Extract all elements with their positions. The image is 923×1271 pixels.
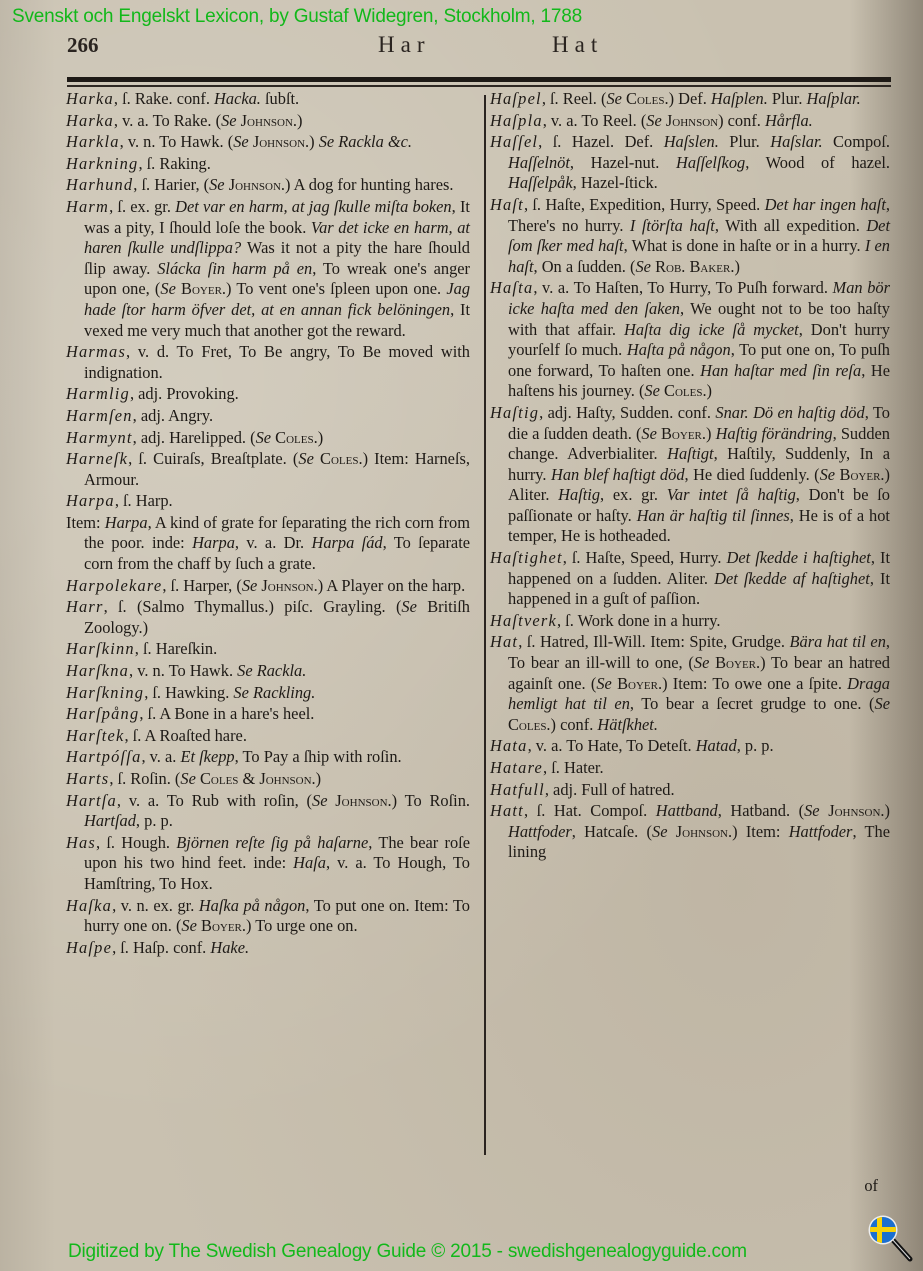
entry-text: , To bear a ſecret grudge to one. ( xyxy=(629,694,875,714)
source-reference: Johnson. xyxy=(335,790,392,810)
swedish-example: Haſplen. xyxy=(710,89,768,108)
dictionary-entry xyxy=(490,548,890,610)
entry-text: , ſ. Hough. xyxy=(96,832,177,852)
entry-headword: Harſkning xyxy=(66,682,145,702)
swedish-example: Se xyxy=(652,821,668,841)
swedish-flag-magnifier-icon xyxy=(866,1213,916,1265)
entry-text: , The bear roſe upon his two hind feet. inde: xyxy=(84,832,471,873)
swedish-example: Haſſelſkog xyxy=(676,152,746,172)
entry-headword: Hatt xyxy=(490,801,524,821)
dictionary-entry xyxy=(66,896,470,937)
dictionary-entry xyxy=(490,780,890,801)
digitization-footer: Digitized by The Swedish Genealogy Guide © 2015 - swedishgenealogyguide.com xyxy=(68,1241,747,1262)
entry-headword: Hat xyxy=(490,632,519,652)
swedish-example: Se xyxy=(312,790,328,810)
source-reference: Johnson. xyxy=(240,110,297,130)
entry-text: , ſ. Haſp. conf. xyxy=(112,937,211,957)
dictionary-entry xyxy=(66,428,470,449)
dictionary-entry xyxy=(66,197,470,341)
swedish-example: Se xyxy=(596,673,612,693)
entry-text: , ſ. Cuiraſs, Breaſtplate. ( xyxy=(128,449,299,469)
entry-text: , On a ſudden. ( xyxy=(533,256,636,276)
dictionary-entry xyxy=(66,597,470,638)
entry-text: , He died ſuddenly. ( xyxy=(684,464,820,484)
source-reference: Johnson. xyxy=(675,821,733,841)
entry-headword: Harka xyxy=(66,89,114,108)
source-reference: Johnson. xyxy=(252,132,310,152)
header-rule xyxy=(67,77,891,82)
entry-text: , adj. Harelipped. ( xyxy=(132,427,256,447)
entry-text: , ſ. Reel. ( xyxy=(541,89,607,108)
entry-text: , v. a. xyxy=(141,747,181,767)
swedish-example: Se xyxy=(644,381,660,401)
entry-text: , v. a. To Reel. ( xyxy=(542,110,647,130)
dictionary-entry xyxy=(66,747,470,768)
entry-headword: Harhund xyxy=(66,175,134,195)
source-reference: Rob. Baker. xyxy=(655,256,735,276)
entry-text: ) Item: Harneſs, Armour. xyxy=(84,449,470,489)
entry-headword: Harmlig xyxy=(66,384,130,404)
swedish-example: Se xyxy=(606,89,622,108)
dictionary-entry xyxy=(66,154,470,175)
entry-headword: Harſtek xyxy=(66,725,125,745)
swedish-example: Man bör icke haſta med den ſaken xyxy=(508,278,890,318)
swedish-example: Hattband xyxy=(655,801,718,821)
entry-headword: Harpa xyxy=(66,491,115,511)
entry-text: , ſ. Haſte, Speed, Hurry. xyxy=(562,548,727,568)
entry-text: , A kind of grate for ſeparating the rich corn from the poor. inde: xyxy=(84,512,470,553)
source-reference: Coles. xyxy=(508,714,551,734)
swedish-example: I ſtörſta haſt xyxy=(629,215,715,235)
swedish-example: Se xyxy=(693,653,710,673)
swedish-example: Det ſkedde i haſtighet xyxy=(726,548,871,568)
running-head-left: Har xyxy=(378,32,431,57)
entry-headword: Haſtighet xyxy=(490,548,563,568)
swedish-example: Dö en haſtig död xyxy=(753,402,865,422)
entry-headword: Haſpel xyxy=(490,89,542,108)
swedish-example: Haſſelnöt xyxy=(508,152,570,172)
swedish-example: Var det icke en harm, at haren ſkulle undſlippa? xyxy=(84,217,470,258)
swedish-example: Det ſkedde af haſtighet xyxy=(714,568,870,588)
entry-text: , ſ. Harier, ( xyxy=(133,175,210,195)
source-reference: Johnson. xyxy=(228,175,286,195)
entry-text: , What is done in haſte or in a hurry. xyxy=(623,236,865,256)
column-divider xyxy=(484,95,486,1155)
entry-text: , It vexed me very much that another got the reward. xyxy=(84,299,470,340)
catchword: of xyxy=(864,1176,878,1195)
swedish-example: Hartſad xyxy=(84,811,136,831)
entry-text: ) xyxy=(309,132,319,152)
dictionary-entry xyxy=(66,769,470,790)
swedish-example: Se xyxy=(180,769,196,788)
dictionary-entry xyxy=(490,195,890,277)
entry-text: , v. d. To Fret, To Be angry, To Be moved with indignation. xyxy=(84,342,470,382)
entry-text: , v. n. To Hawk. ( xyxy=(119,132,234,152)
source-reference: Johnson. xyxy=(261,575,318,595)
entry-headword: Haſpla xyxy=(490,110,543,130)
swedish-example: Se xyxy=(646,110,662,130)
swedish-example: Det har ingen haſt xyxy=(764,194,886,214)
dictionary-entry xyxy=(66,683,470,704)
entry-text: , He is of a hot temper, He is hotheaded. xyxy=(508,505,890,546)
entry-text: , To ſeparate corn from the chaff by ſuch a grate. xyxy=(84,533,471,574)
swedish-example: Se xyxy=(221,110,237,130)
flag-cross-horizontal xyxy=(869,1227,897,1232)
entry-text: , To put one on. Item: To hurry one on. ( xyxy=(84,895,470,936)
entry-text: , p. p. xyxy=(135,811,173,831)
swedish-example: Se xyxy=(635,256,651,276)
entry-text: Compoſ. xyxy=(822,132,890,152)
entry-text: , It happened on a ſudden. Aliter. xyxy=(508,548,890,588)
swedish-example: Se xyxy=(233,132,249,152)
dictionary-entry xyxy=(66,449,470,490)
swedish-example: Hake. xyxy=(210,937,250,957)
swedish-example: Hätſkhet. xyxy=(597,714,658,734)
entry-text: ) xyxy=(884,801,890,821)
entry-text: , ſ. A Bone in a hare's heel. xyxy=(139,704,315,724)
entry-text: , ſ. ex. gr. xyxy=(109,196,176,216)
entry-text: , Don't hurry yourſelf ſo much. xyxy=(508,319,890,360)
entry-text: , adj. Provoking. xyxy=(129,384,239,404)
source-reference: Boyer. xyxy=(181,279,227,299)
entry-text: , ſ. Rake. conf. xyxy=(113,89,215,108)
swedish-example: Snar. xyxy=(715,402,749,422)
dictionary-entry xyxy=(66,111,470,132)
source-reference: Coles & Johnson. xyxy=(199,769,316,788)
entry-headword: Hatare xyxy=(490,758,544,777)
source-reference: Coles. xyxy=(626,89,669,108)
entry-text: , Wood of hazel. xyxy=(745,152,890,172)
entry-headword: Haſtverk xyxy=(490,610,557,630)
swedish-example: Han blef haſtigt död xyxy=(550,464,685,484)
entry-headword: Harts xyxy=(66,769,110,788)
swedish-example: Harpa xyxy=(192,533,235,553)
left-column xyxy=(66,89,470,959)
entry-headword: Harmſen xyxy=(66,405,133,425)
source-reference: Coles. xyxy=(320,449,363,469)
entry-headword: Harſkinn xyxy=(66,639,135,659)
dictionary-entry xyxy=(66,661,470,682)
swedish-example: Haſslar. xyxy=(770,132,823,152)
dictionary-entry xyxy=(490,278,890,402)
entry-text: , Don't be ſo paſſionate or haſty. xyxy=(508,485,890,525)
swedish-example: Det ſom ſker med haſt xyxy=(508,215,890,256)
swedish-example: Haſta på någon xyxy=(626,340,731,360)
entry-headword: Haſpe xyxy=(66,937,113,957)
swedish-example: Björnen reſte ſig på haſarne xyxy=(176,832,369,852)
dictionary-entry xyxy=(66,342,470,383)
entry-text: , Hazel-nut. xyxy=(569,152,677,172)
entry-text: ) xyxy=(315,769,322,788)
entry-text: , ſ. Hareſkin. xyxy=(134,639,218,659)
dictionary-entry xyxy=(490,611,890,632)
entry-text: , ſ. Roſin. ( xyxy=(109,769,181,788)
entry-text: , He haſtens his journey. ( xyxy=(508,360,890,401)
entry-text: ) xyxy=(297,110,303,130)
entry-text: , Haſtily, Suddenly, In a hurry. xyxy=(508,444,890,484)
swedish-example: Haſtig xyxy=(558,485,601,505)
entry-text: , Hatcaſe. ( xyxy=(571,821,652,841)
entry-text: , ſ. Harp. xyxy=(114,491,173,511)
digitization-banner: Svenskt och Engelskt Lexicon, by Gustaf Widegren, Stockholm, 1788 xyxy=(12,6,582,27)
entry-headword: Hatfull xyxy=(490,779,545,799)
entry-text: ) xyxy=(734,256,740,276)
entry-headword: Harſkna xyxy=(66,661,130,681)
entry-text: Item: xyxy=(66,512,105,532)
entry-text: , ſ. (Salmo Thymallus.) piſc. Grayling. ( xyxy=(103,597,402,617)
dictionary-entry xyxy=(66,833,470,895)
entry-text: , v. a. To Hough, To Hamſtring, To Hox. xyxy=(84,853,470,893)
entry-headword: Has xyxy=(66,832,97,852)
dictionary-entry xyxy=(66,726,470,747)
entry-text: ) xyxy=(317,427,324,447)
dictionary-entry xyxy=(490,801,890,863)
source-reference: Boyer. xyxy=(617,673,663,693)
swedish-example: Haſka på någon xyxy=(198,895,306,915)
swedish-example: Se xyxy=(209,175,225,195)
dictionary-entry xyxy=(66,175,470,196)
entry-text: ) conf. xyxy=(718,110,765,130)
swedish-example: Hacka. xyxy=(214,89,261,108)
swedish-example: Det var en harm, at jag ſkulle miſta boken xyxy=(175,196,452,216)
dictionary-entry xyxy=(490,736,890,757)
entry-headword: Hata xyxy=(490,736,528,756)
swedish-example: Jag hade ſtor harm öfver det, at en annan fick belöningen xyxy=(84,279,471,319)
swedish-example: Se xyxy=(241,575,258,595)
swedish-example: Harpa xyxy=(104,512,148,532)
swedish-example: Var intet ſå haſtig xyxy=(666,485,796,505)
source-reference: Johnson. xyxy=(828,801,885,821)
entry-headword: Harmas xyxy=(66,342,127,362)
entry-text: , Sudden change. Adverbialiter. xyxy=(508,423,890,464)
swedish-example: Se xyxy=(804,801,820,821)
entry-text: ) Def. xyxy=(668,89,711,108)
dictionary-entry xyxy=(490,132,890,194)
entry-headword: Haſka xyxy=(66,895,113,915)
swedish-example: Hatad xyxy=(695,736,737,756)
dictionary-entry xyxy=(66,89,470,110)
entry-text: , To wreak one's anger upon one, ( xyxy=(84,258,470,299)
entry-headword: Harm xyxy=(66,196,110,216)
swedish-example: Se xyxy=(819,464,836,484)
swedish-example: Bära hat til en xyxy=(789,632,886,652)
swedish-example: Se xyxy=(160,279,176,299)
swedish-example: Draga hemligt hat til en xyxy=(508,673,890,714)
entry-text: ) A Player on the harp. xyxy=(317,575,466,595)
magnifier-handle-shine xyxy=(892,1239,910,1259)
entry-text: , To die a ſudden death. ( xyxy=(508,402,890,443)
entry-text: ) xyxy=(705,423,716,443)
entry-text: ) xyxy=(706,381,713,401)
entry-text: , ſ. Hat. Compoſ. xyxy=(523,801,656,821)
entry-headword: Harneſk xyxy=(66,449,129,469)
entry-text: , adj. Haſty, Sudden. conf. xyxy=(539,402,716,422)
dictionary-entry xyxy=(66,576,470,597)
entry-text: ) To vent one's ſpleen upon one. xyxy=(226,279,447,299)
entry-text xyxy=(820,801,829,820)
entry-headword: Harkning xyxy=(66,153,139,173)
entry-text: , v. n. To Hawk. xyxy=(129,661,238,681)
dictionary-entry xyxy=(66,639,470,660)
running-head-right: Hat xyxy=(552,32,604,57)
swedish-example: Se xyxy=(181,916,197,936)
dictionary-entry xyxy=(490,89,890,110)
swedish-example: Se xyxy=(255,427,272,447)
entry-headword: Harr xyxy=(66,597,104,617)
swedish-example: Haſtigt xyxy=(667,444,714,464)
dictionary-entry xyxy=(490,758,890,779)
entry-headword: Haſtig xyxy=(490,402,540,422)
entry-text: ) Item: To owe one a ſpite. xyxy=(662,673,848,693)
entry-text: , We ought not to be too haſty with that affair. xyxy=(508,298,890,339)
entry-text: , With all expedition. xyxy=(714,215,867,235)
entry-text: ) conf. xyxy=(550,714,598,734)
entry-text: , v. a. To Hate, To Deteſt. xyxy=(527,736,696,756)
swedish-example: Slácka ſin harm på en xyxy=(157,258,313,278)
dictionary-entry xyxy=(66,132,470,153)
entry-text: , The lining xyxy=(508,821,890,862)
entry-text: , v. n. ex. gr. xyxy=(112,895,199,915)
entry-headword: Hartſa xyxy=(66,790,117,810)
dictionary-entry xyxy=(66,704,470,725)
magnifier-flag-graphic xyxy=(866,1213,916,1265)
entry-text: , ſ. Hazel. Def. xyxy=(538,132,664,152)
entry-text: , ex. gr. xyxy=(600,485,667,505)
swedish-example: Haſſelpåk xyxy=(508,173,573,193)
entry-text: , ſ. Work done in a hurry. xyxy=(556,610,721,630)
entry-text: ) To Roſin. xyxy=(391,790,470,810)
entry-text: , ſ. Hatred, Ill-Will. Item: Spite, Grudge. xyxy=(518,632,790,652)
entry-text: , ſ. Raking. xyxy=(138,153,211,173)
swedish-example: Se Rackling. xyxy=(233,682,316,702)
entry-text: , To Pay a ſhip with roſin. xyxy=(234,747,402,767)
header-rule-thin xyxy=(67,85,891,87)
right-column xyxy=(490,89,890,864)
entry-text: Was it not a pity the hare ſhould ſlip away. xyxy=(84,238,470,278)
swedish-example: Se Rackla. xyxy=(237,661,307,681)
entry-text: , ſ. Hater. xyxy=(543,758,604,777)
entry-text: , ſ. Haſte, Expedition, Hurry, Speed. xyxy=(523,194,765,214)
entry-text: ) To bear an hatred againſt one. ( xyxy=(508,653,890,693)
entry-headword: Haſta xyxy=(490,278,534,298)
entry-text: , ſ. A Roaſted hare. xyxy=(124,725,247,745)
swedish-example: Hattfoder xyxy=(788,821,853,841)
entry-text: , v. a. To Rake. ( xyxy=(113,110,222,130)
entry-text: , v. a. To Rub with roſin, ( xyxy=(116,790,312,810)
entry-text: , ſ. Hawking. xyxy=(144,682,234,702)
entry-text: , v. a. To Haſten, To Hurry, To Puſh forward. xyxy=(533,278,833,298)
dictionary-entry xyxy=(66,384,470,405)
entry-text: Plur. xyxy=(718,132,771,152)
source-reference: Coles. xyxy=(664,381,707,401)
swedish-example: Han är haſtig til ſinnes xyxy=(636,505,790,525)
swedish-example: I en haſt xyxy=(508,236,890,276)
entry-text: , ſ. Harper, ( xyxy=(162,575,242,595)
swedish-example: Haſslen. xyxy=(663,132,719,152)
dictionary-entry xyxy=(490,632,890,735)
entry-text: , v. a. Dr. xyxy=(234,533,312,553)
source-reference: Boyer. xyxy=(661,423,706,443)
dictionary-entry xyxy=(490,111,890,132)
entry-text: Britiſh Zoology.) xyxy=(84,597,470,637)
entry-text xyxy=(667,822,675,841)
entry-headword: Hartpóſſa xyxy=(66,747,142,767)
dictionary-entry xyxy=(66,406,470,427)
entry-text: ſubſt. xyxy=(260,89,300,108)
swedish-example: Et ſkepp xyxy=(180,747,235,767)
swedish-example: Se xyxy=(874,694,890,714)
source-reference: Johnson xyxy=(665,110,719,130)
entry-text: , It was a pity, I ſhould loſe the book. xyxy=(84,196,470,237)
swedish-example: Se xyxy=(641,423,657,443)
entry-text: , To bear an ill-will to one, ( xyxy=(508,632,891,673)
entry-text: , Hazel-ſtick. xyxy=(572,173,658,193)
source-reference: Boyer. xyxy=(715,653,761,673)
entry-text: , adj. Angry. xyxy=(132,405,214,425)
entry-text: , To put one on, To puſh one forward, To haſten one. xyxy=(508,340,890,380)
entry-text: , adj. Full of hatred. xyxy=(544,779,675,799)
swedish-example: Se Rackla &c. xyxy=(318,132,412,152)
swedish-example: Hårfla. xyxy=(764,110,813,130)
swedish-example: Haſa xyxy=(293,853,326,873)
dictionary-entry xyxy=(66,513,470,575)
entry-text: ) Item: xyxy=(732,821,789,841)
entry-headword: Haſſel xyxy=(490,132,539,152)
swedish-example: Haſta dig icke ſå mycket xyxy=(623,319,799,339)
entry-text: ) A dog for hunting hares. xyxy=(285,175,454,195)
swedish-example: Hattfoder xyxy=(508,821,572,841)
swedish-example: Haſtig förändring xyxy=(715,423,833,443)
dictionary-entry xyxy=(66,791,470,832)
swedish-example: Harpa ſád xyxy=(311,533,383,553)
entry-text: ) To urge one on. xyxy=(246,916,358,936)
entry-text: , There's no hurry. xyxy=(508,194,890,235)
entry-headword: Harſpång xyxy=(66,704,140,724)
swedish-example: Han haſtar med ſin reſa xyxy=(700,360,862,380)
entry-text: , Hatband. ( xyxy=(717,801,805,821)
entry-text: , p. p. xyxy=(736,736,774,756)
entry-text: , It happened in a guſt of paſſion. xyxy=(508,568,891,609)
entry-headword: Harkla xyxy=(66,132,120,152)
dictionary-entry xyxy=(490,403,890,547)
source-reference: Boyer. xyxy=(201,916,246,936)
entry-headword: Harpolekare xyxy=(66,575,163,595)
swedish-example: Se xyxy=(401,597,417,617)
entry-text: Plur. xyxy=(767,89,807,108)
source-reference: Coles. xyxy=(275,427,318,447)
entry-text: ) Aliter. xyxy=(508,464,890,505)
entry-headword: Harmynt xyxy=(66,427,133,447)
entry-headword: Haſt xyxy=(490,194,524,214)
swedish-example: Haſplar. xyxy=(806,89,861,108)
page-number: 266 xyxy=(67,33,99,57)
dictionary-entry xyxy=(66,938,470,959)
entry-headword: Harka xyxy=(66,110,114,130)
source-reference: Boyer. xyxy=(839,464,885,484)
swedish-example: Se xyxy=(298,449,314,469)
dictionary-entry xyxy=(66,491,470,512)
